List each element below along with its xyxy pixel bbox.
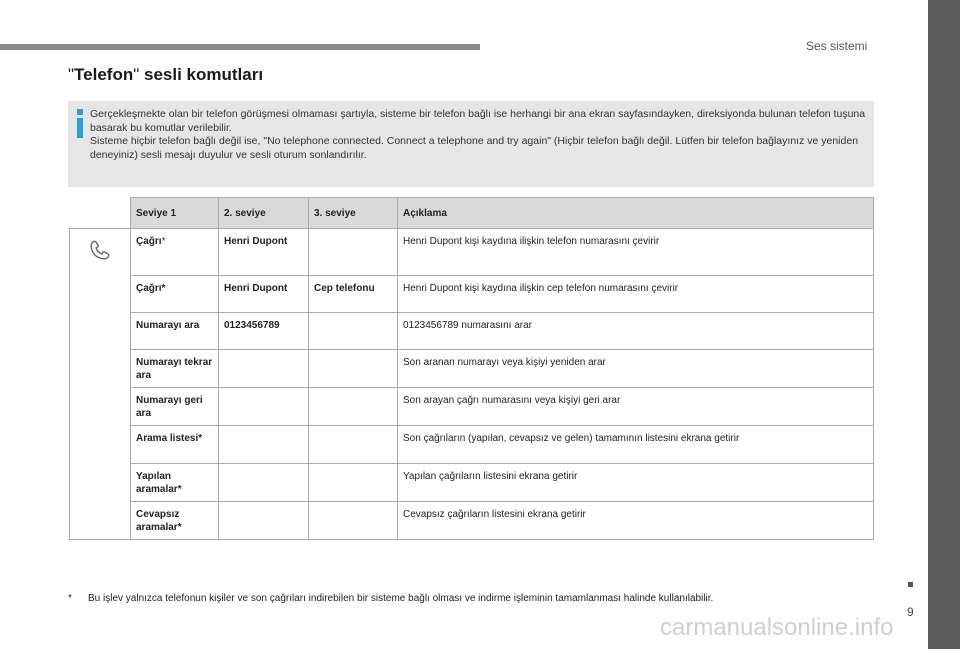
level2-cell: Henri Dupont xyxy=(219,229,309,276)
watermark: carmanualsonline.info xyxy=(660,614,894,641)
description-cell: Son aranan numarayı veya kişiyi yeniden arar xyxy=(398,350,874,388)
level3-cell xyxy=(309,229,398,276)
level2-cell xyxy=(219,388,309,426)
phone-handset-icon xyxy=(89,239,111,261)
level2-cell: 0123456789 xyxy=(219,313,309,350)
description-cell: Son çağrıların (yapılan, cevapsız ve gelen) tamamının listesini ekrana getirir xyxy=(398,426,874,464)
table-row xyxy=(70,426,874,464)
phone-icon-cell xyxy=(70,229,131,540)
level3-cell xyxy=(309,350,398,388)
footnote-text: Bu işlev yalnızca telefonun kişiler ve son çağrıları indirebilen bir sisteme bağlı olması ve indirme işleminin tamamlanması halinde kullanılabilir. xyxy=(88,593,714,604)
section-title: Ses sistemi xyxy=(806,39,868,53)
level1-cell: Yapılan aramalar* xyxy=(131,464,219,502)
level2-cell xyxy=(219,502,309,540)
level1-cell: Çağrı* xyxy=(131,229,219,276)
column-header: 2. seviye xyxy=(219,198,309,229)
level3-cell xyxy=(309,388,398,426)
side-band xyxy=(928,0,960,649)
table-row xyxy=(70,313,874,350)
page-number: 9 xyxy=(907,605,914,619)
header-rule xyxy=(0,44,480,50)
level2-cell xyxy=(219,464,309,502)
table-row xyxy=(70,388,874,426)
level1-cell: Arama listesi* xyxy=(131,426,219,464)
level2-cell: Henri Dupont xyxy=(219,276,309,313)
title-word: Telefon xyxy=(74,65,134,84)
level3-cell xyxy=(309,502,398,540)
level2-cell xyxy=(219,350,309,388)
info-paragraph: Gerçekleşmekte olan bir telefon görüşmesi olmaması şartıyla, sisteme bir telefon bağlı ise herhangi bir ana ekran sayfasındayken, direksiyonda bulunan telefon tuşuna basarak bu komutlar verilebilir. xyxy=(90,108,866,134)
info-paragraph: Sisteme hiçbir telefon bağlı değil ise, "No telephone connected. Connect a telephone and try again" (Hiçbir telefon bağlı değil. Lütfen bir telefon bağlayınız ve yeniden deneyiniz) sesli mesajı duyulur ve sesli oturum sonlandırılır. xyxy=(90,135,859,161)
description-cell: Cevapsız çağrıların listesini ekrana getirir xyxy=(398,502,874,540)
page-title: "Telefon" sesli komutları xyxy=(68,65,264,84)
level1-cell: Numarayı ara xyxy=(131,313,219,350)
level3-cell xyxy=(309,313,398,350)
level3-cell xyxy=(309,464,398,502)
footnote xyxy=(68,593,713,604)
page-marker xyxy=(908,582,913,587)
description-cell: Yapılan çağrıların listesini ekrana getirir xyxy=(398,464,874,502)
level2-cell xyxy=(219,426,309,464)
level1-cell: Numarayı geri ara xyxy=(131,388,219,426)
description-cell: Henri Dupont kişi kaydına ilişkin cep telefon numarasını çevirir xyxy=(398,276,874,313)
table-header-row xyxy=(70,198,874,229)
column-header: 3. seviye xyxy=(309,198,398,229)
table-row xyxy=(70,229,874,276)
table-row xyxy=(70,464,874,502)
footnote-marker: * xyxy=(68,593,72,604)
info-text xyxy=(90,108,866,162)
voice-command-table xyxy=(69,197,874,540)
table-row xyxy=(70,502,874,540)
level3-cell xyxy=(309,426,398,464)
info-icon xyxy=(76,109,84,137)
description-cell: Son arayan çağrı numarasını veya kişiyi geri arar xyxy=(398,388,874,426)
table-row xyxy=(70,350,874,388)
description-cell: Henri Dupont kişi kaydına ilişkin telefon numarasını çevirir xyxy=(398,229,874,276)
column-header: Seviye 1 xyxy=(131,198,219,229)
table-row xyxy=(70,276,874,313)
level1-cell: Çağrı* xyxy=(131,276,219,313)
column-header: Açıklama xyxy=(398,198,874,229)
level1-cell: Numarayı tekrar ara xyxy=(131,350,219,388)
description-cell: 0123456789 numarasını arar xyxy=(398,313,874,350)
level3-cell: Cep telefonu xyxy=(309,276,398,313)
info-box xyxy=(68,101,874,187)
level1-cell: Cevapsız aramalar* xyxy=(131,502,219,540)
